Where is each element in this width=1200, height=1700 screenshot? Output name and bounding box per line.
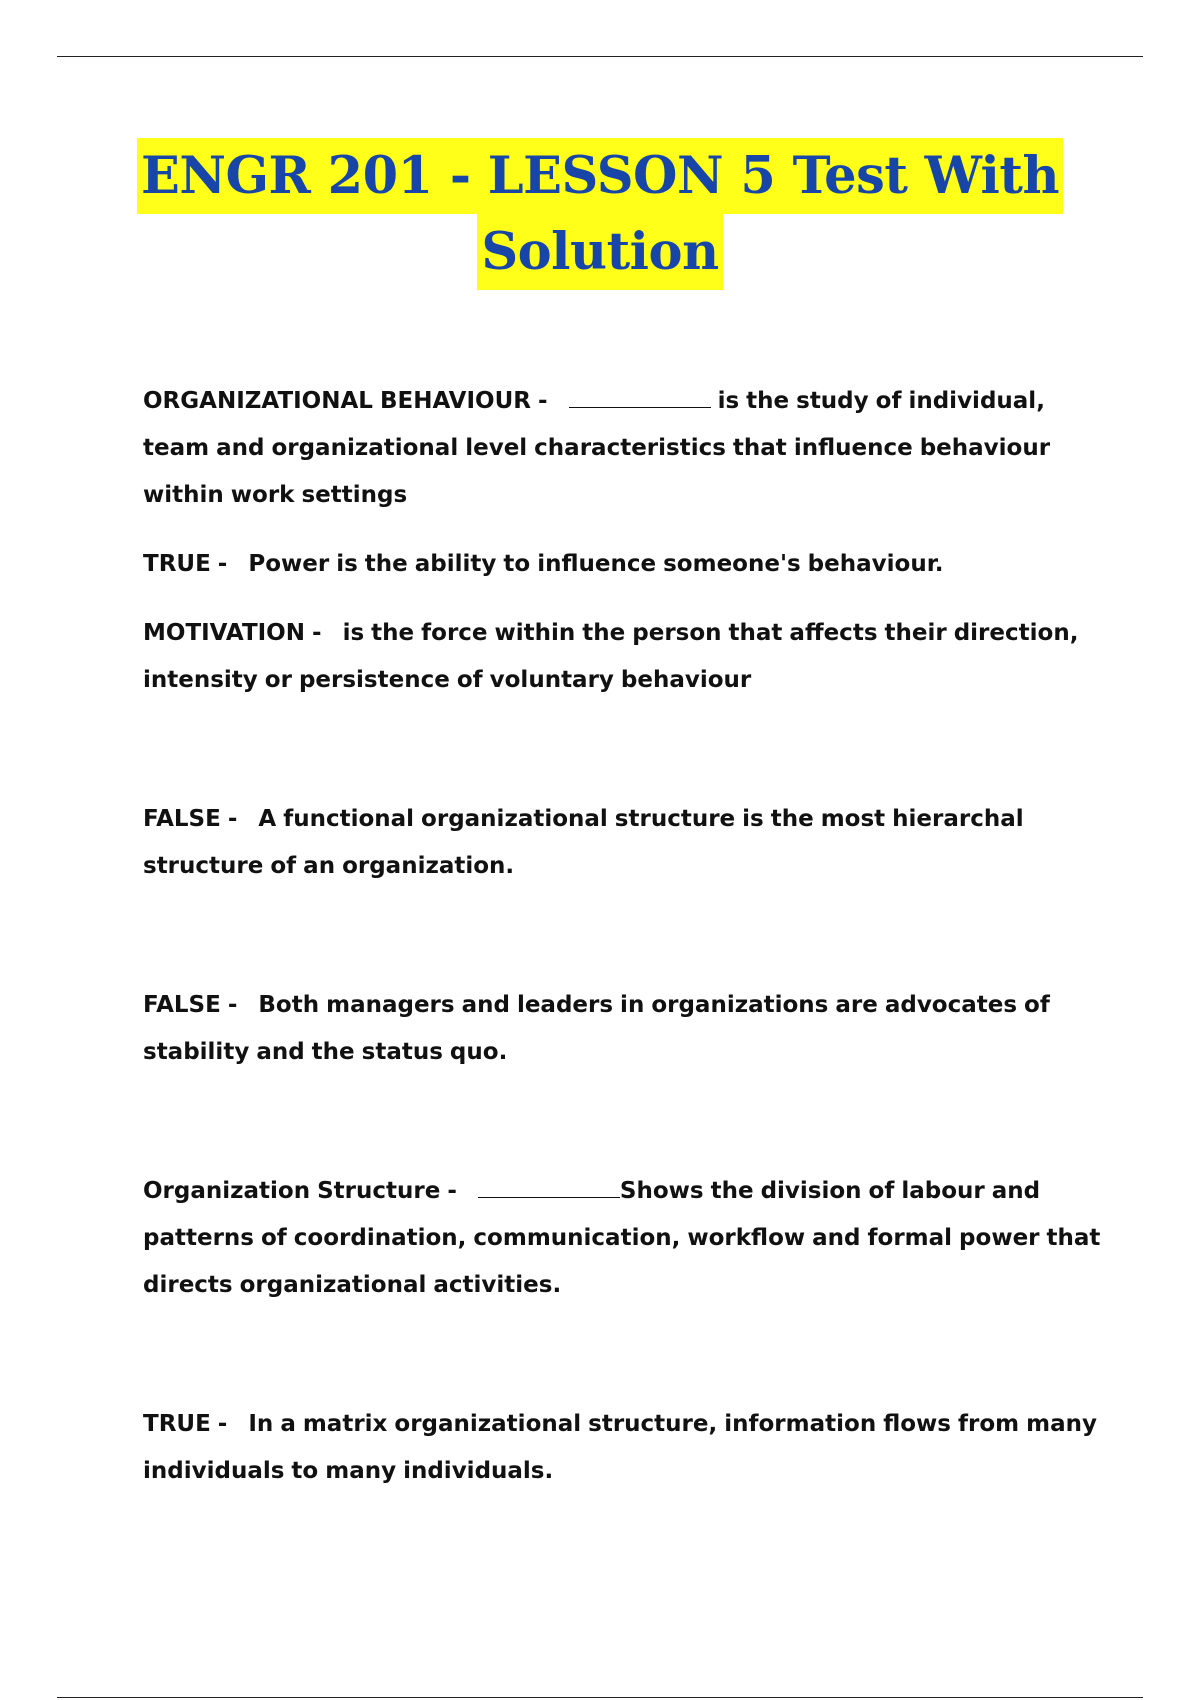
qa-separator: - — [220, 806, 259, 832]
qa-text: is the force within the person that affects their direction, intensity or persistence of voluntary behaviour — [143, 620, 1079, 693]
fill-in-blank — [569, 385, 711, 408]
qa-separator: - — [210, 1411, 249, 1437]
qa-item — [143, 378, 1103, 519]
top-rule — [57, 56, 1143, 57]
qa-term: FALSE — [143, 992, 221, 1018]
qa-term: TRUE — [143, 1411, 211, 1437]
qa-text: is the study of individual, team and organizational level characteristics that influence behaviour within work settings — [143, 388, 1051, 508]
bottom-rule — [57, 1697, 1143, 1698]
qa-item — [143, 982, 1103, 1076]
title-line-1: ENGR 201 - LESSON 5 Test With — [137, 138, 1063, 214]
title-line-2: Solution — [477, 214, 722, 290]
qa-item — [143, 1168, 1103, 1309]
qa-term: Organization Structure — [143, 1178, 441, 1204]
qa-text: Shows the division of labour and patterns of coordination, communication, workflow and formal power that directs organizational activities. — [143, 1178, 1101, 1298]
qa-text: A functional organizational structure is the most hierarchal structure of an organization. — [143, 806, 1024, 879]
qa-separator: - — [210, 551, 249, 577]
qa-text: Both managers and leaders in organizations are advocates of stability and the status quo. — [143, 992, 1050, 1065]
qa-separator: - — [440, 1178, 478, 1204]
qa-term: FALSE — [143, 806, 221, 832]
qa-text: Power is the ability to influence someone's behaviour. — [248, 551, 944, 577]
qa-item — [143, 1401, 1103, 1495]
qa-term: ORGANIZATIONAL BEHAVIOUR — [143, 388, 531, 414]
qa-item — [143, 610, 1103, 704]
qa-term: MOTIVATION — [143, 620, 305, 646]
qa-term: TRUE — [143, 551, 211, 577]
document-title — [60, 138, 1140, 290]
fill-in-blank — [478, 1175, 620, 1198]
qa-separator: - — [220, 992, 259, 1018]
qa-item — [143, 796, 1103, 890]
qa-item — [143, 541, 1103, 588]
qa-separator: - — [305, 620, 343, 646]
qa-separator: - — [530, 388, 569, 414]
qa-list — [143, 378, 1103, 1495]
qa-text: In a matrix organizational structure, information flows from many individuals to many individuals. — [143, 1411, 1097, 1484]
